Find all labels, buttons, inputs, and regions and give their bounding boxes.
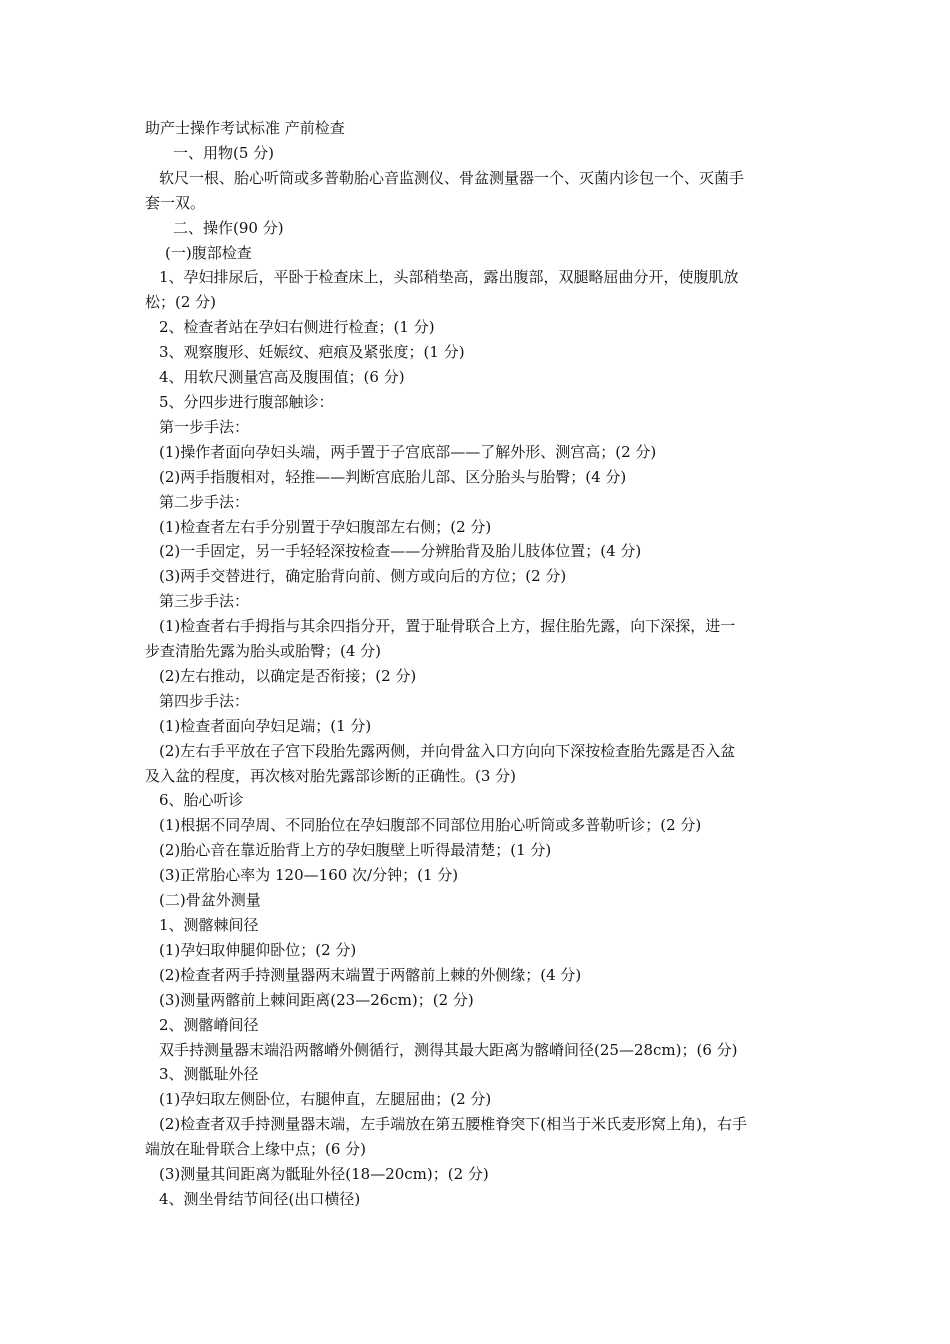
text-line: (2)检查者两手持测量器两末端置于两髂前上棘的外侧缘；(4 分)	[159, 965, 582, 984]
text-line: 松；(2 分)	[145, 293, 217, 312]
document-title: 助产士操作考试标准 产前检查	[145, 119, 345, 137]
text-line: (1)检查者面向孕妇足端；(1 分)	[159, 716, 372, 735]
text-line: (2)左右推动，以确定是否衔接；(2 分)	[159, 666, 417, 685]
text-line: 5、分四步进行腹部触诊：	[159, 392, 334, 411]
text-line: 2、检查者站在孕妇右侧进行检查；(1 分)	[159, 318, 435, 337]
text-line: 二、操作(90 分)	[173, 218, 284, 237]
text-line: 及入盆的程度，再次核对胎先露部诊断的正确性。(3 分)	[145, 766, 517, 785]
text-line: 4、用软尺测量宫高及腹围值；(6 分)	[159, 368, 405, 387]
text-line: (3)正常胎心率为 120—160 次/分钟；(1 分)	[159, 866, 459, 885]
text-line: 1、孕妇排尿后，平卧于检查床上，头部稍垫高，露出腹部，双腿略屈曲分开，使腹肌放	[159, 268, 739, 287]
text-line: (2)胎心音在靠近胎背上方的孕妇腹壁上听得最清楚；(1 分)	[159, 841, 552, 860]
text-line: 步查清胎先露为胎头或胎臀；(4 分)	[145, 642, 382, 661]
text-line: 3、观察腹形、妊娠纹、疤痕及紧张度；(1 分)	[159, 343, 465, 362]
text-line: (2)两手指腹相对，轻推——判断宫底胎儿部、区分胎头与胎臀；(4 分)	[159, 467, 627, 486]
document-body	[145, 116, 811, 1212]
text-line: 套一双。	[145, 193, 206, 212]
text-line: (2)左右手平放在子宫下段胎先露两侧，并向骨盆入口方向向下深按检查胎先露是否入盆	[159, 741, 736, 760]
text-line: 第四步手法：	[159, 691, 250, 710]
text-line: 双手持测量器末端沿两髂嵴外侧循行，测得其最大距离为髂嵴间径(25—28cm)；(6 分)	[159, 1040, 738, 1059]
text-line: (3)测量其间距离为骶耻外径(18—20cm)；(2 分)	[159, 1165, 489, 1184]
text-line: (1)孕妇取伸腿仰卧位；(2 分)	[159, 940, 357, 959]
text-line: 端放在耻骨联合上缘中点；(6 分)	[145, 1140, 367, 1159]
text-line: 4、测坐骨结节间径(出口横径)	[159, 1189, 361, 1208]
text-line: 第二步手法：	[159, 492, 250, 511]
text-line: (3)两手交替进行，确定胎背向前、侧方或向后的方位；(2 分)	[159, 567, 567, 586]
text-line: 第三步手法：	[159, 592, 250, 611]
text-line: 6、胎心听诊	[159, 791, 244, 810]
text-line: (2)检查者双手持测量器末端，左手端放在第五腰椎脊突下(相当于米氏麦形窝上角)，右手	[159, 1115, 747, 1134]
text-line: (3)测量两髂前上棘间距离(23—26cm)；(2 分)	[159, 990, 474, 1009]
text-line: (1)检查者右手拇指与其余四指分开，置于耻骨联合上方，握住胎先露，向下深探，进一	[159, 617, 736, 636]
text-line: (二)骨盆外测量	[159, 891, 261, 910]
text-line: 一、用物(5 分)	[173, 143, 275, 162]
text-line: (1)根据不同孕周、不同胎位在孕妇腹部不同部位用胎心听筒或多普勒听诊；(2 分)	[159, 816, 702, 835]
text-line: 软尺一根、胎心听筒或多普勒胎心音监测仪、骨盆测量器一个、灭菌内诊包一个、灭菌手	[159, 168, 745, 187]
text-line: (1)检查者左右手分别置于孕妇腹部左右侧；(2 分)	[159, 517, 492, 536]
text-line: (2)一手固定，另一手轻轻深按检查——分辨胎背及胎儿肢体位置；(4 分)	[159, 542, 642, 561]
text-line: 第一步手法：	[159, 417, 250, 436]
text-line: (1)孕妇取左侧卧位，右腿伸直，左腿屈曲；(2 分)	[159, 1090, 492, 1109]
text-line: 1、测髂棘间径	[159, 916, 259, 934]
text-line: (一)腹部检查	[165, 243, 252, 262]
text-line: (1)操作者面向孕妇头端，两手置于子宫底部——了解外形、测宫高；(2 分)	[159, 442, 657, 461]
text-line: 2、测髂嵴间径	[159, 1015, 259, 1034]
text-line: 3、测骶耻外径	[159, 1065, 259, 1084]
